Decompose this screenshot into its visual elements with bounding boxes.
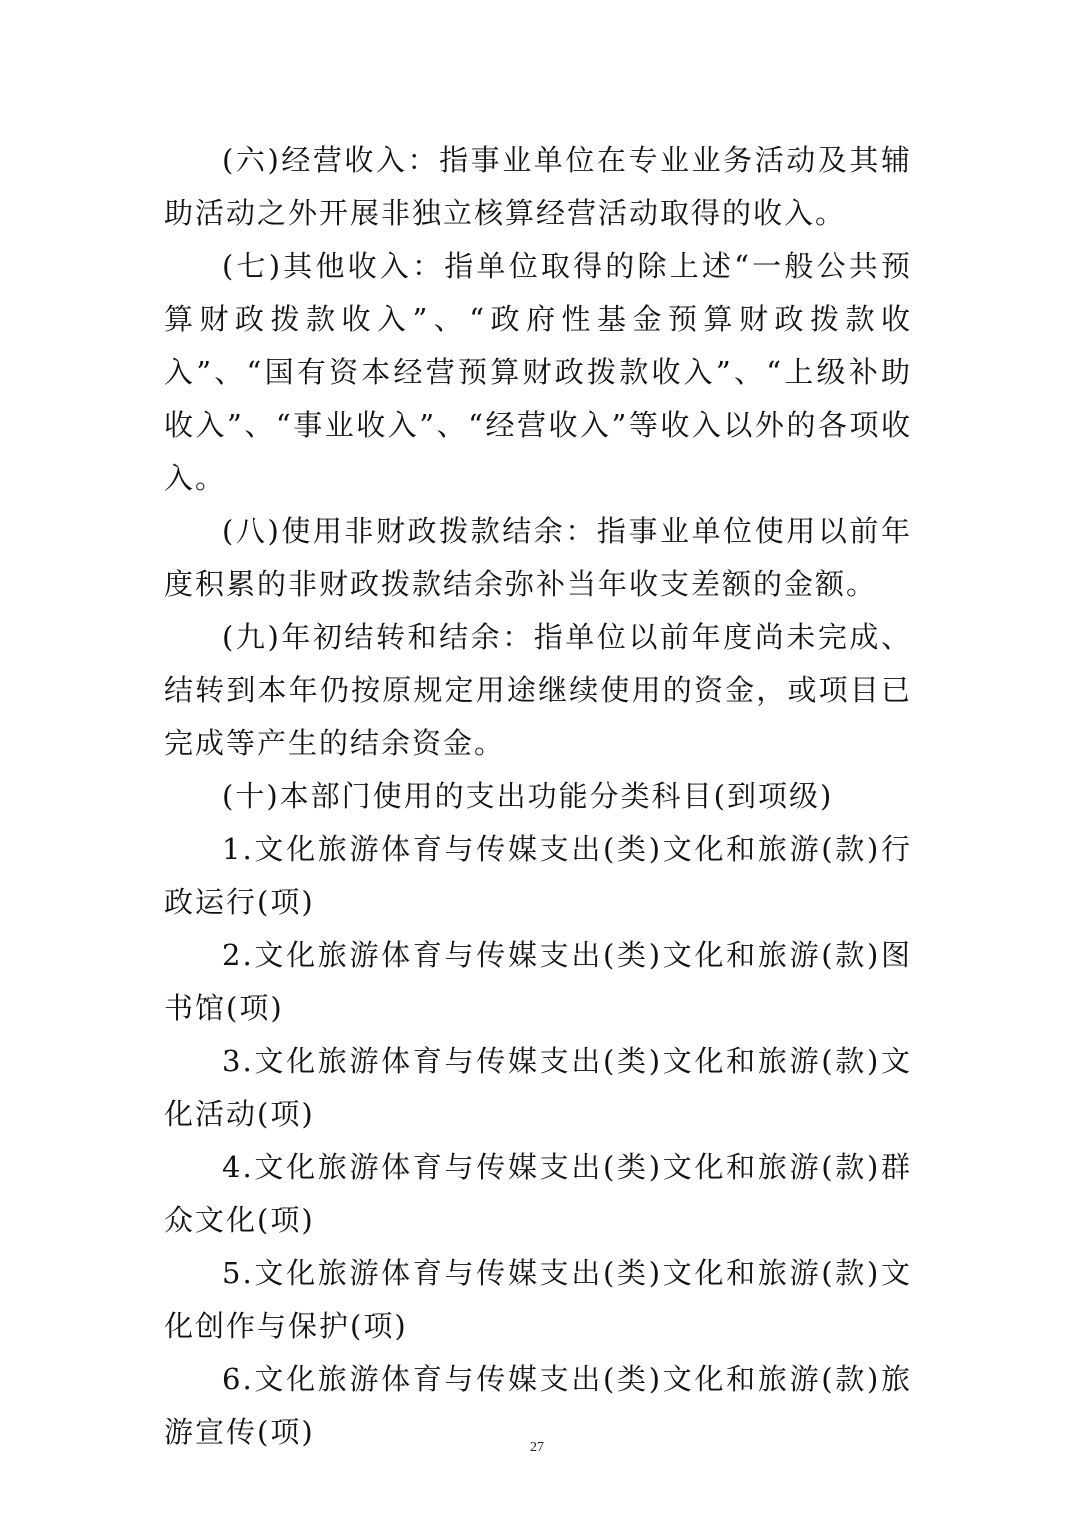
document-body: [164, 134, 912, 1459]
list-item-library: 2.文化旅游体育与传媒支出(类)文化和旅游(款)图书馆(项): [164, 938, 912, 1025]
list-item-mass-culture: 4.文化旅游体育与传媒支出(类)文化和旅游(款)群众文化(项): [164, 1150, 912, 1237]
paragraph-carryover-balance: (九)年初结转和结余：指单位以前年度尚未完成、结转到本年仍按原规定用途继续使用的资金，或项目已完成等产生的结余资金。: [164, 620, 912, 760]
list-item-administrative-operation: 1.文化旅游体育与传媒支出(类)文化和旅游(款)行政运行(项): [164, 832, 912, 919]
paragraph-operating-income: (六)经营收入：指事业单位在专业业务活动及其辅助活动之外开展非独立核算经营活动取得的收入。: [164, 143, 912, 230]
list-item-cultural-creation-protection: 5.文化旅游体育与传媒支出(类)文化和旅游(款)文化创作与保护(项): [164, 1256, 912, 1343]
paragraph-non-fiscal-surplus: (八)使用非财政拨款结余：指事业单位使用以前年度积累的非财政拨款结余弥补当年收支差额的金额。: [164, 514, 912, 601]
list-item-cultural-activities: 3.文化旅游体育与传媒支出(类)文化和旅游(款)文化活动(项): [164, 1044, 912, 1131]
page-number: 27: [530, 1440, 544, 1455]
list-item-tourism-promotion: 6.文化旅游体育与传媒支出(类)文化和旅游(款)旅游宣传(项): [164, 1362, 912, 1449]
paragraph-expenditure-classification: (十)本部门使用的支出功能分类科目(到项级): [222, 779, 834, 813]
paragraph-other-income: (七)其他收入：指单位取得的除上述“一般公共预算财政拨款收入”、“政府性基金预算财政拨款收入”、“国有资本经营预算财政拨款收入”、“上级补助收入”、“事业收入”、“经营收入”等收入以外的各项收入。: [164, 249, 912, 495]
